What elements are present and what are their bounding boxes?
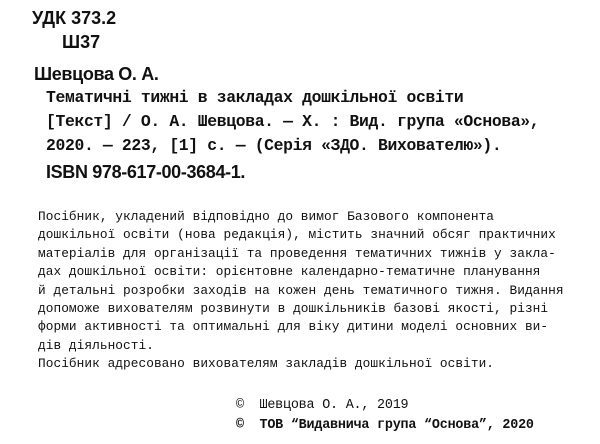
copyright-author: © Шевцова О. А., 2019 xyxy=(236,398,409,413)
record-description: Тематичні тижні в закладах дошкільної освіти [Текст] / О. А. Шевцова. — Х. : Вид. група «Основа», 2020. — 223, [1] с. — (Серія «ЗДО. Вихователю»). xyxy=(46,88,540,155)
record-author: Шевцова О. А. xyxy=(34,64,159,84)
udk-code: УДК 373.2 xyxy=(32,8,117,28)
annotation-text: Посібник, укладений відповідно до вимог Базового компонента дошкільної освіти (нова редакція), містить значний обсяг практичних матеріалів для організації та проведення тематичних тижнів у закла- дах дошкільної освіти: орієнтовне календарно-тематичне планування й детальні розробки заходів на кожен день тематичного тижня. Видання допоможе вихователям розвинути в дошкільників базові якості, різні форми активності та оптимальні для віку дитини моделі основних ви- дів діяльності. xyxy=(38,209,564,353)
copyright-block xyxy=(236,396,534,436)
copyright-publisher: © ТОВ “Видавнича група “Основа”, 2020 xyxy=(236,418,534,433)
record-isbn: ISBN 978-617-00-3684-1. xyxy=(46,162,246,182)
author-sign: Ш37 xyxy=(62,32,101,52)
annotation xyxy=(38,208,594,374)
bibliographic-record xyxy=(34,62,594,184)
annotation-audience: Посібник адресовано вихователям закладів дошкільної освіти. xyxy=(38,356,495,372)
classification-block xyxy=(32,6,116,54)
